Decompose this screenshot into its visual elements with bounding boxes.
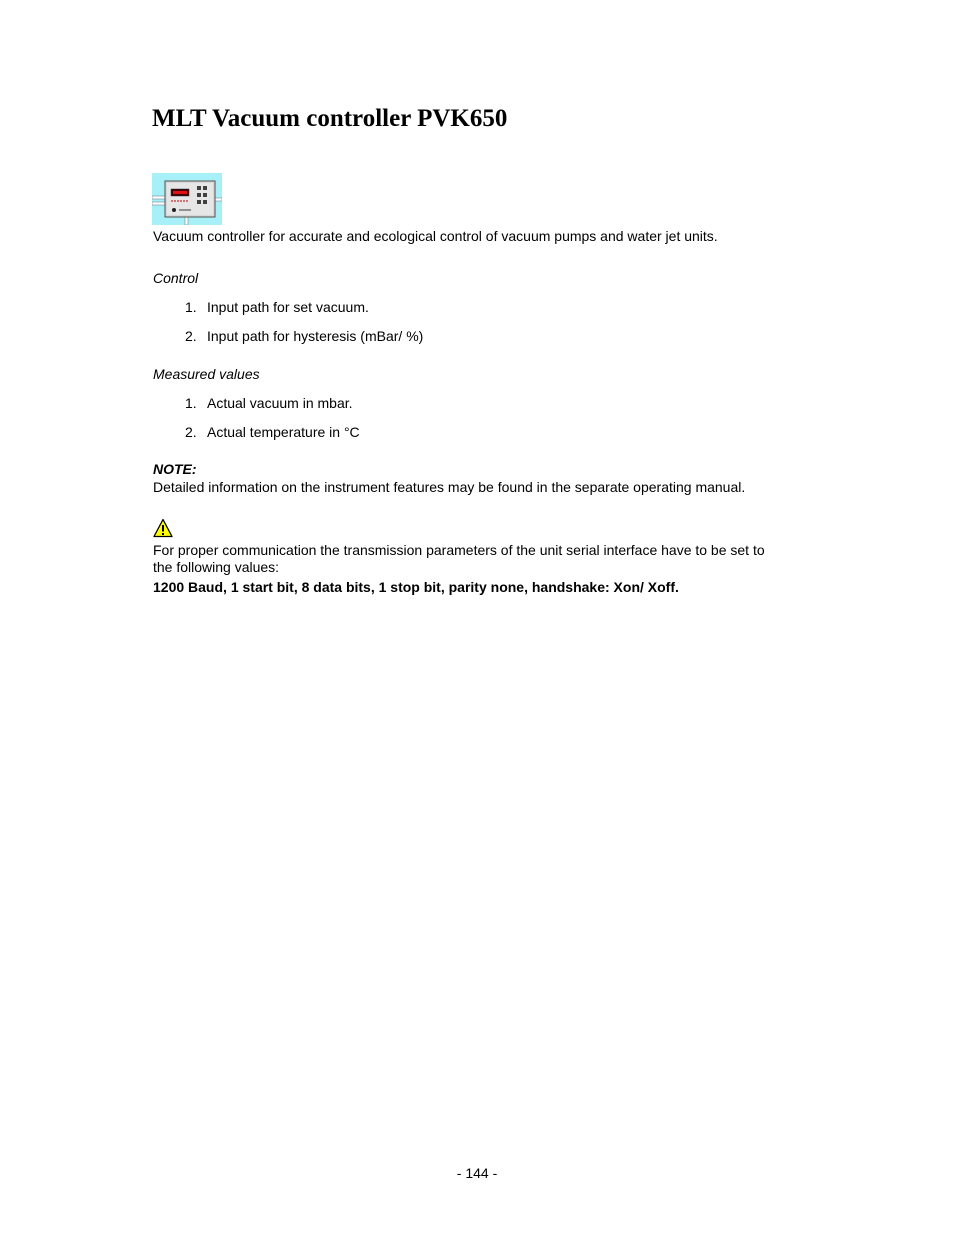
list-text: Actual vacuum in mbar. bbox=[207, 395, 353, 411]
list-number: 2. bbox=[185, 424, 197, 440]
vacuum-controller-icon bbox=[152, 173, 222, 225]
list-text: Actual temperature in °C bbox=[207, 424, 360, 440]
note-text: Detailed information on the instrument features may be found in the separate operating manual. bbox=[153, 479, 746, 495]
list-number: 1. bbox=[185, 395, 197, 411]
control-heading: Control bbox=[153, 270, 199, 286]
intro-text: Vacuum controller for accurate and ecological control of vacuum pumps and water jet units. bbox=[153, 228, 718, 244]
list-number: 2. bbox=[185, 328, 197, 344]
page-title: MLT Vacuum controller PVK650 bbox=[152, 105, 508, 132]
warning-text-line2: the following values: bbox=[153, 559, 280, 575]
measured-values-heading: Measured values bbox=[153, 366, 260, 382]
interface-parameters: 1200 Baud, 1 start bit, 8 data bits, 1 stop bit, parity none, handshake: Xon/ Xoff. bbox=[153, 579, 679, 595]
vacuum-controller-image bbox=[152, 173, 222, 225]
list-item bbox=[185, 328, 423, 345]
list-number: 1. bbox=[185, 299, 197, 315]
list-text: Input path for hysteresis (mBar/ %) bbox=[207, 328, 424, 344]
warning-icon bbox=[153, 518, 173, 538]
list-item bbox=[185, 299, 369, 316]
page-number: - 144 - bbox=[456, 1165, 498, 1181]
note-label: NOTE: bbox=[153, 461, 197, 477]
list-item bbox=[185, 395, 353, 412]
list-item bbox=[185, 424, 360, 441]
list-text: Input path for set vacuum. bbox=[207, 299, 369, 315]
warning-text-line1: For proper communication the transmission parameters of the unit serial interface have to be set to bbox=[153, 542, 765, 558]
